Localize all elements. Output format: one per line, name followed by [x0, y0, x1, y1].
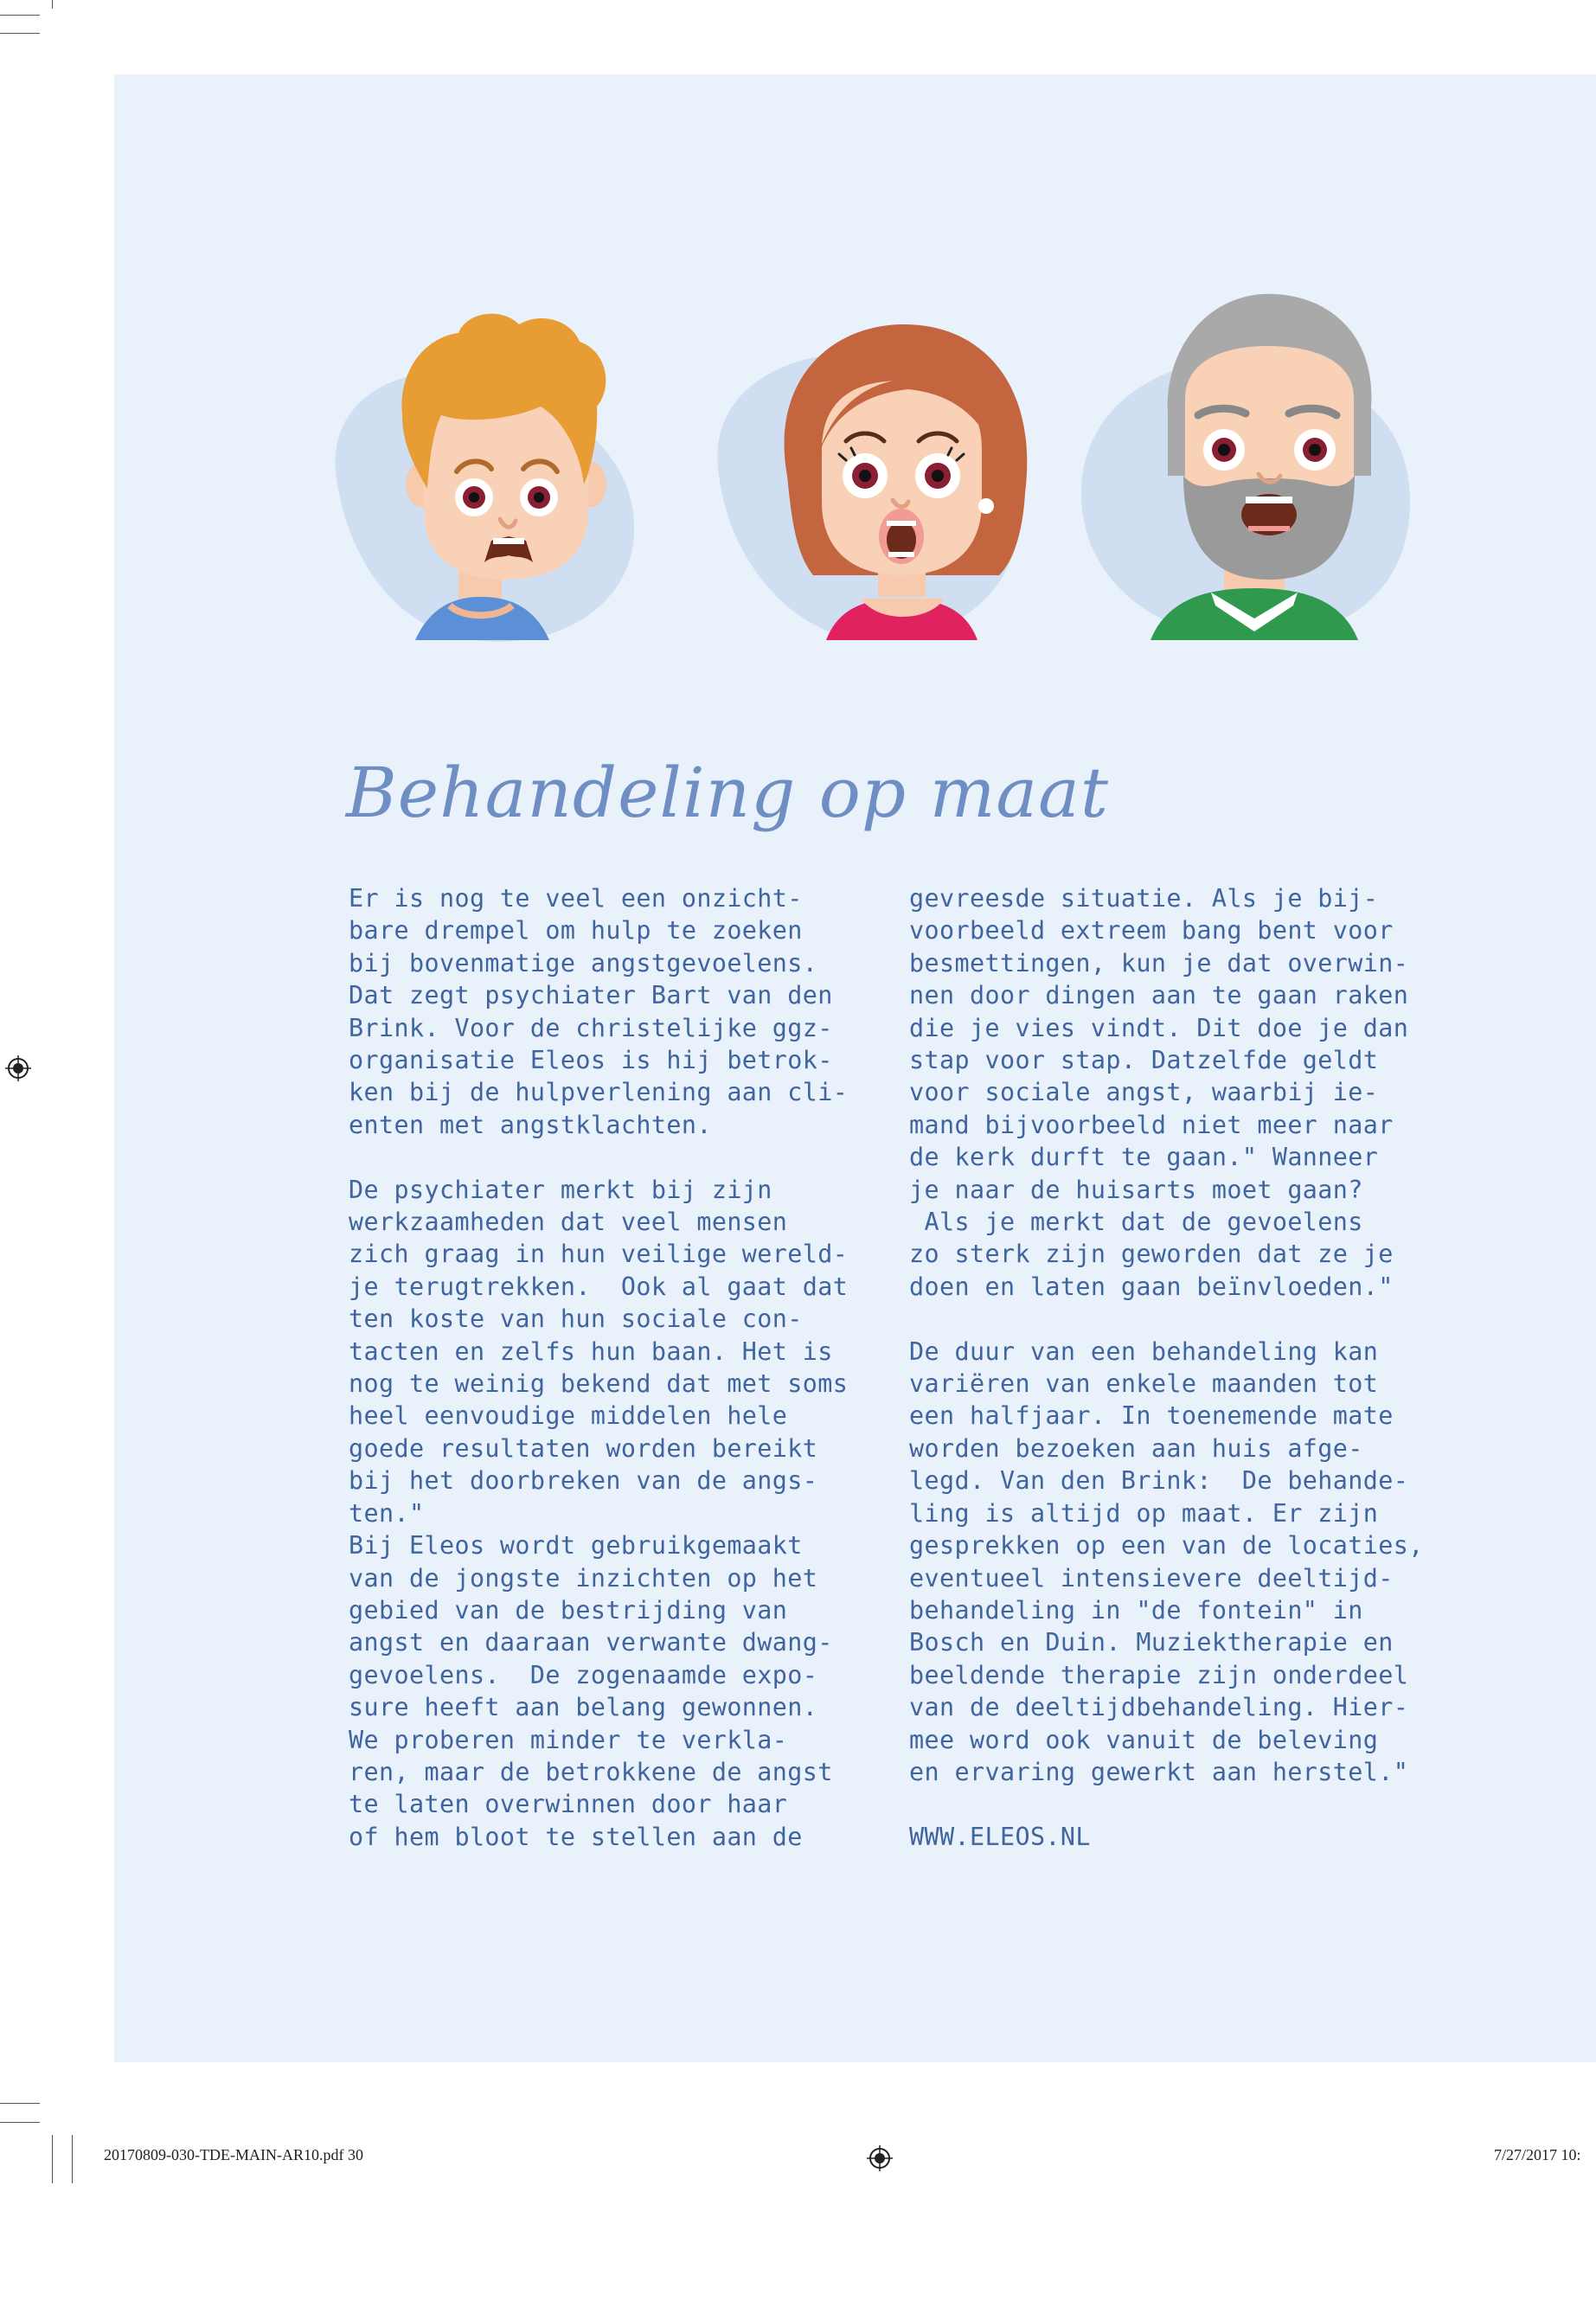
text-line: werkzaamheden dat veel mensen [349, 1208, 788, 1237]
text-line: enten met angstklachten. [349, 1110, 712, 1139]
text-line: tacten en zelfs hun baan. Het is [349, 1336, 833, 1366]
text-line: We proberen minder te verkla- [349, 1725, 788, 1754]
text-line: Bij Eleos wordt gebruikgemaakt [349, 1531, 803, 1561]
registration-mark-bottom [867, 2145, 893, 2171]
text-line: beeldende therapie zijn onderdeel [909, 1660, 1409, 1689]
crop-mark-bottom-left-v1 [52, 2135, 53, 2183]
scared-faces-illustration [320, 277, 1479, 657]
article-title: Behandeling op maat [346, 753, 1109, 833]
text-line: mand bijvoorbeeld niet meer naar [909, 1110, 1394, 1139]
registration-mark-left [5, 1055, 31, 1081]
crop-mark-bottom-left-h2 [0, 2122, 40, 2123]
paragraph-gap [909, 1303, 1463, 1335]
text-line: Brink. Voor de christelijke ggz- [349, 1013, 833, 1042]
text-line: ren, maar de betrokkene de angst [349, 1757, 833, 1786]
text-line: bij bovenmatige angstgevoelens. [349, 948, 818, 977]
crop-mark-bottom-left-v2 [72, 2135, 73, 2183]
text-line: De duur van een behandeling kan [909, 1336, 1379, 1366]
text-line: doen en laten gaan beïnvloeden." [909, 1272, 1394, 1301]
text-line: gesprekken op een van de locaties, [909, 1531, 1424, 1561]
text-line: zich graag in hun veilige wereld- [349, 1240, 849, 1269]
text-line: voor sociale angst, waarbij ie- [909, 1078, 1379, 1107]
text-line: gevreesde situatie. Als je bij- [909, 884, 1379, 913]
text-line: je terugtrekken. Ook al gaat dat [349, 1272, 849, 1301]
text-line: gebied van de bestrijding van [349, 1595, 788, 1625]
text-line: besmettingen, kun je dat overwin- [909, 948, 1409, 977]
text-line: legd. Van den Brink: De behande- [909, 1466, 1409, 1496]
text-line: angst en daaraan verwante dwang- [349, 1628, 833, 1657]
text-line: eventueel intensievere deeltijd- [909, 1563, 1394, 1593]
text-line: van de jongste inzichten op het [349, 1563, 818, 1593]
crop-mark-top-left-v [52, 0, 53, 9]
text-line: heel eenvoudige middelen hele [349, 1401, 788, 1431]
text-line: ten." [349, 1498, 425, 1528]
text-line: stap voor stap. Datzelfde geldt [909, 1046, 1379, 1075]
text-line: Dat zegt psychiater Bart van den [349, 981, 833, 1010]
paragraph-gap [349, 1141, 885, 1173]
text-line: worden bezoeken aan huis afge- [909, 1433, 1363, 1463]
woman-face-illustration [717, 324, 1027, 640]
text-line: sure heeft aan belang gewonnen. [349, 1693, 818, 1722]
article-column-left [349, 882, 885, 1853]
text-line: voorbeeld extreem bang bent voor [909, 916, 1394, 945]
text-line: ken bij de hulpverlening aan cli- [349, 1078, 849, 1107]
crop-mark-bottom-left-h1 [0, 2103, 40, 2104]
text-line: bij het doorbreken van de angs- [349, 1466, 818, 1496]
text-line: de kerk durft te gaan." Wanneer [909, 1143, 1379, 1172]
text-line: een halfjaar. In toenemende mate [909, 1401, 1394, 1431]
text-line: organisatie Eleos is hij betrok- [349, 1046, 833, 1075]
text-line: mee word ook vanuit de beleving [909, 1725, 1379, 1754]
text-line: te laten overwinnen door haar [349, 1790, 788, 1819]
text-line: variëren van enkele maanden tot [909, 1369, 1379, 1399]
crop-mark-top-left-h2 [0, 33, 40, 34]
text-line: Als je merkt dat de gevoelens [909, 1208, 1363, 1237]
text-line: of hem bloot te stellen aan de [349, 1822, 803, 1851]
text-line: goede resultaten worden bereikt [349, 1433, 818, 1463]
text-line: en ervaring gewerkt aan herstel." [909, 1757, 1409, 1786]
old-man-face-illustration [1081, 294, 1410, 640]
text-line: nen door dingen aan te gaan raken [909, 981, 1409, 1010]
text-line: gevoelens. De zogenaamde expo- [349, 1660, 818, 1689]
article-column-right [909, 882, 1463, 1853]
text-line: Bosch en Duin. Muziektherapie en [909, 1628, 1394, 1657]
text-line: zo sterk zijn geworden dat ze je [909, 1240, 1394, 1269]
text-line: die je vies vindt. Dit doe je dan [909, 1013, 1409, 1042]
website-link[interactable]: WWW.ELEOS.NL [909, 1822, 1091, 1851]
text-line: bare drempel om hulp te zoeken [349, 916, 803, 945]
footer-date: 7/27/2017 10: [1494, 2146, 1581, 2163]
text-line: behandeling in "de fontein" in [909, 1595, 1363, 1625]
text-line: van de deeltijdbehandeling. Hier- [909, 1693, 1409, 1722]
text-line: ten koste van hun sociale con- [349, 1304, 803, 1334]
text-line: De psychiater merkt bij zijn [349, 1175, 772, 1204]
text-line: ling is altijd op maat. Er zijn [909, 1498, 1379, 1528]
text-line: nog te weinig bekend dat met soms [349, 1369, 849, 1399]
boy-face-illustration [335, 314, 634, 642]
footer-file-name: 20170809-030-TDE-MAIN-AR10.pdf 30 [104, 2146, 363, 2163]
text-line: je naar de huisarts moet gaan? [909, 1175, 1363, 1204]
paragraph-gap [909, 1788, 1463, 1820]
text-line: Er is nog te veel een onzicht- [349, 884, 803, 913]
crop-mark-top-left-h1 [0, 15, 40, 16]
